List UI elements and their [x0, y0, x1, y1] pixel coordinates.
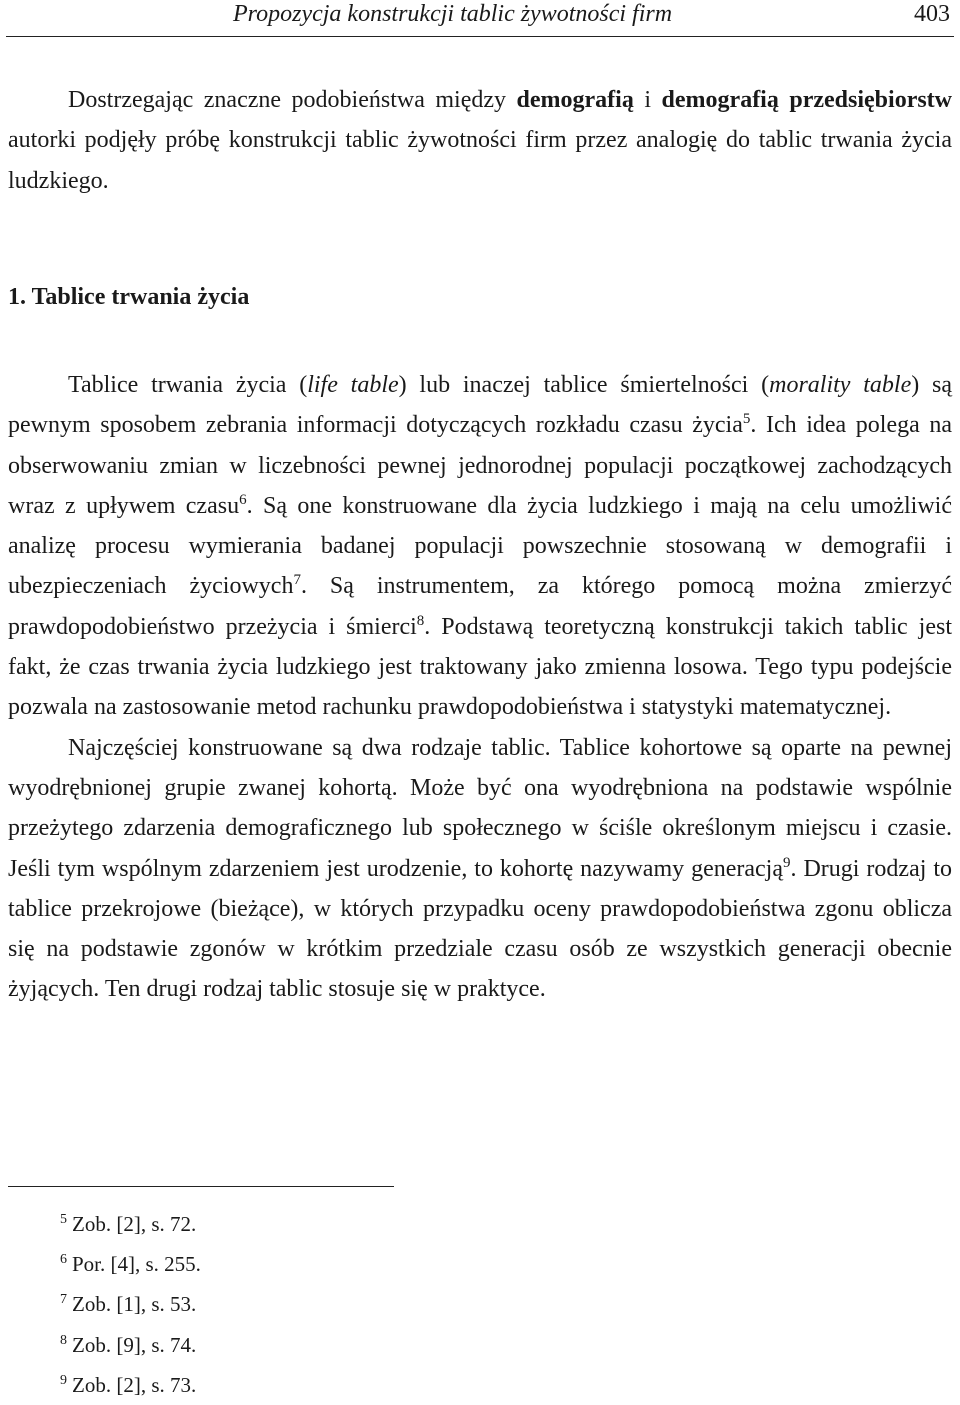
italic-term: life table	[307, 372, 399, 398]
intro-paragraph: Dostrzegając znaczne podobieństwa między demografią i demografią przedsiębiorstw autorki podjęły próbę konstrukcji tablic żywotności firm przez analogię do tablic trwania życia ludzkiego.	[8, 87, 953, 194]
header-rule	[6, 36, 954, 37]
paragraph-table-types: Najczęściej konstruowane są dwa rodzaje tablic. Tablice kohortowe są oparte na pewnej wyodrębnionej grupie zwanej kohortą. Może być ona wyodrębniona na podstawie wspólnie przeżytego zdarzenia demograficznego lub społecznego w ściśle określonym miejscu i czasie. Jeśli tym wspólnym zdarzeniem jest urodzenie, to kohortę nazywamy generacją$^9$. Drugi rodzaj to tablice przekrojowe (bieżące), w których przypadku oceny prawdopodobieństwa zgonu oblicza się na podstawie zgonów w krótkim przedziale czasu osób ze wszystkich generacji obecnie żyjących. Ten drugi rodzaj tablic stosuje się w praktyce.	[8, 734, 953, 1003]
footnote-item: $^7$ Zob. [1], s. 53.	[60, 1292, 197, 1317]
footnote-ref[interactable]: 9	[783, 854, 791, 871]
footnote-ref[interactable]: 7	[293, 572, 301, 589]
paragraph-life-tables: Tablice trwania życia (life table) lub inaczej tablice śmiertelności (morality table) są pewnym sposobem zebrania informacji dotyczących rozkładu czasu życia$^5$. Ich idea polega na obserwowaniu zmian w liczebności pewnej jednorodnej populacji początkowej zachodzących wraz z upływem czasu$^6$. Są one konstruowane dla życia ludzkiego i mają na celu umożliwić analizę procesu wymierania badanej populacji powszechnie stosowaną w demografii i ubezpieczeniach życiowych$^7$. Są instrumentem, za którego pomocą można zmierzyć prawdopodobieństwo przeżycia i śmierci$^8$. Podstawą teoretyczną konstrukcji takich tablic jest fakt, że czas trwania życia ludzkiego jest traktowany jako zmienna losowa. Tego typu podejście pozwala na zastosowanie metod rachunku prawdopodobieństwa i statystyki matematycznej.	[8, 372, 953, 721]
body-text	[8, 365, 952, 1010]
page-header	[8, 0, 952, 36]
running-title: Propozycja konstrukcji tablic żywotności firm	[233, 1, 673, 27]
bold-term: demografią	[516, 87, 634, 113]
footnote-item: $^5$ Zob. [2], s. 72.	[60, 1212, 197, 1236]
footnote-ref[interactable]: 5	[742, 411, 751, 428]
footnote-ref[interactable]: 8	[416, 612, 425, 629]
footnotes	[60, 1204, 201, 1405]
italic-term: morality table	[769, 372, 912, 398]
footnote-ref[interactable]: 6	[239, 491, 247, 508]
footnote-item: $^6$ Por. [4], s. 255.	[60, 1252, 201, 1277]
section-heading: 1. Tablice trwania życia	[8, 284, 250, 310]
bold-term: demografią przedsiębiorstw	[661, 87, 953, 113]
page-number: 403	[914, 1, 950, 27]
footnote-rule	[8, 1186, 394, 1187]
footnote-item: $^9$ Zob. [2], s. 73.	[60, 1372, 197, 1397]
footnote-item: $^8$ Zob. [9], s. 74.	[60, 1332, 197, 1357]
